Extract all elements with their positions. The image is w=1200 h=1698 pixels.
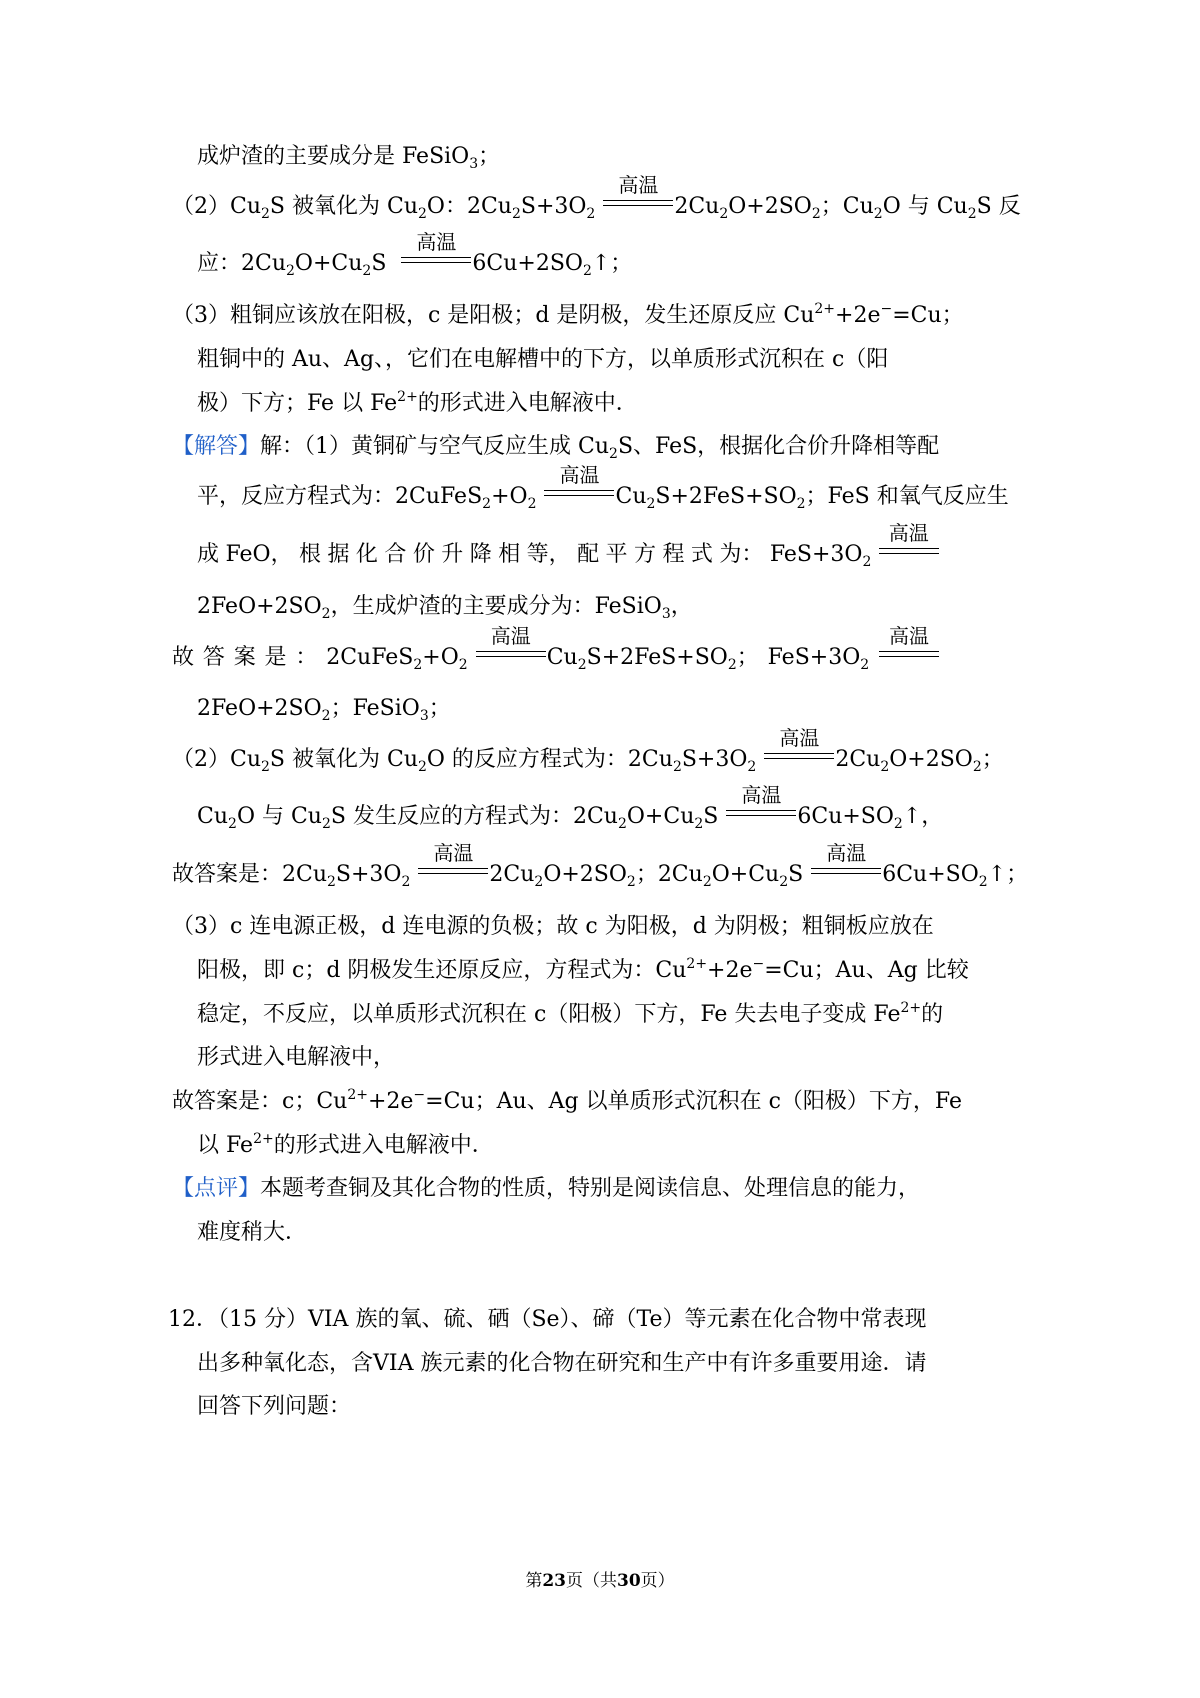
reaction-arrow: 高温 [418, 860, 488, 890]
review-tag: 【点评】 [172, 1176, 261, 1201]
reaction-arrow: 高温 [879, 643, 939, 673]
reaction-arrow: 高温 [544, 482, 614, 512]
text-line: 故答案是：c；$Cu^{2+}+2e^-=Cu$；Au、Ag 以单质形式沉积在 c（阳极）下方，Fe [172, 1087, 963, 1114]
text-line: 成炉渣的主要成分是 FeSiO$_3$； [197, 144, 501, 172]
reaction-arrow: 高温 [603, 192, 673, 222]
reaction-arrow: 高温 [764, 745, 834, 775]
question-line: 12．（15 分）VIA 族的氧、硫、硒（Se）、碲（Te）等元素在化合物中常表现 [168, 1307, 927, 1332]
text-line: （3）c 连电源正极，d 连电源的负极；故 c 为阳极，d 为阴极；粗铜板应放在 [172, 914, 934, 939]
text-line: $2FeO+2SO_2$，生成炉渣的主要成分为：FeSiO$_3$， [197, 594, 693, 622]
text-line: （3）粗铜应该放在阳极，c 是阳极；d 是阴极，发生还原反应 $Cu^{2+}+2e^-=Cu$； [172, 301, 964, 328]
solution-line: 【解答】解：（1）黄铜矿与空气反应生成 $Cu_2S$、FeS，根据化合价升降相等配 [172, 434, 940, 462]
text-line: $2FeO+2SO_2$；FeSiO$_3$； [197, 696, 451, 724]
text-line: $(2)Cu_2S$ 被氧化为 $Cu_2O$：$2Cu_2S+3O_2$ 高温 $2Cu_2O+2SO_2$；$Cu_2O$ 与 $Cu_2S$ 反 [172, 173, 1021, 222]
text-line: 故答案是：$2Cu_2S+3O_2$ 高温 $2Cu_2O+2SO_2$；$2Cu_2O+Cu_2S$ 高温 $6Cu+SO_2↑$； [172, 841, 1029, 890]
text-line: 阳极，即 c；d 阴极发生还原反应，方程式为：$Cu^{2+}+2e^-=Cu$；Au、Ag 比较 [197, 956, 969, 983]
text-line: 稳定，不反应，以单质形式沉积在 c（阳极）下方，Fe 失去电子变成 $Fe^{2+}$的 [197, 1000, 944, 1027]
text-line: 粗铜中的 Au、Ag、，它们在电解槽中的下方，以单质形式沉积在 c（阳 [197, 347, 889, 372]
page-number: 23 [542, 1571, 566, 1591]
question-line: 回答下列问题： [197, 1394, 352, 1419]
text-line: 难度稍大． [197, 1220, 308, 1245]
review-line: 【点评】本题考查铜及其化合物的性质，特别是阅读信息、处理信息的能力， [172, 1176, 921, 1201]
reaction-arrow: 高温 [401, 249, 471, 279]
page-footer: 第23页（共30页） [525, 1571, 675, 1591]
text-line: 以 $Fe^{2+}$的形式进入电解液中． [197, 1131, 494, 1158]
text-line: 故 答 案 是 ： $2CuFeS_2+O_2$ 高温 $Cu_2S+2FeS+SO_2$； $FeS+3O_2$ 高温 [172, 643, 940, 673]
reaction-arrow: 高温 [811, 860, 881, 890]
total-pages: 30 [617, 1571, 641, 1591]
text-line: 成 FeO， 根 据 化 合 价 升 降 相 等， 配 平 方 程 式 为： $FeS+3O_2$ 高温 [197, 540, 940, 570]
text-line: 应：$2Cu_2O+Cu_2S$ 高温 $6Cu+2SO_2↑$； [197, 230, 633, 279]
answer-tag: 【解答】 [172, 434, 261, 459]
text-line: 极）下方；Fe 以 $Fe^{2+}$的形式进入电解液中． [197, 389, 638, 416]
text-line: $(2)Cu_2S$ 被氧化为 $Cu_2O$ 的反应方程式为：$2Cu_2S+3O_2$ 高温 $2Cu_2O+2SO_2$； [172, 726, 1004, 775]
reaction-arrow: 高温 [879, 540, 939, 570]
question-line: 出多种氧化态，含VIA 族元素的化合物在研究和生产中有许多重要用途．请 [197, 1351, 927, 1376]
reaction-arrow: 高温 [476, 643, 546, 673]
text-line: 平，反应方程式为：$2CuFeS_2+O_2$ 高温 $Cu_2S+2FeS+SO_2$；FeS 和氧气反应生 [197, 463, 1009, 512]
text: 成炉渣的主要成分是 FeSiO [197, 144, 470, 169]
reaction-arrow: 高温 [726, 802, 796, 832]
text-line: $Cu_2O$ 与 $Cu_2S$ 发生反应的方程式为：$2Cu_2O+Cu_2S$ 高温 $6Cu+SO_2↑$， [197, 783, 944, 832]
text-line: 形式进入电解液中， [197, 1045, 396, 1070]
